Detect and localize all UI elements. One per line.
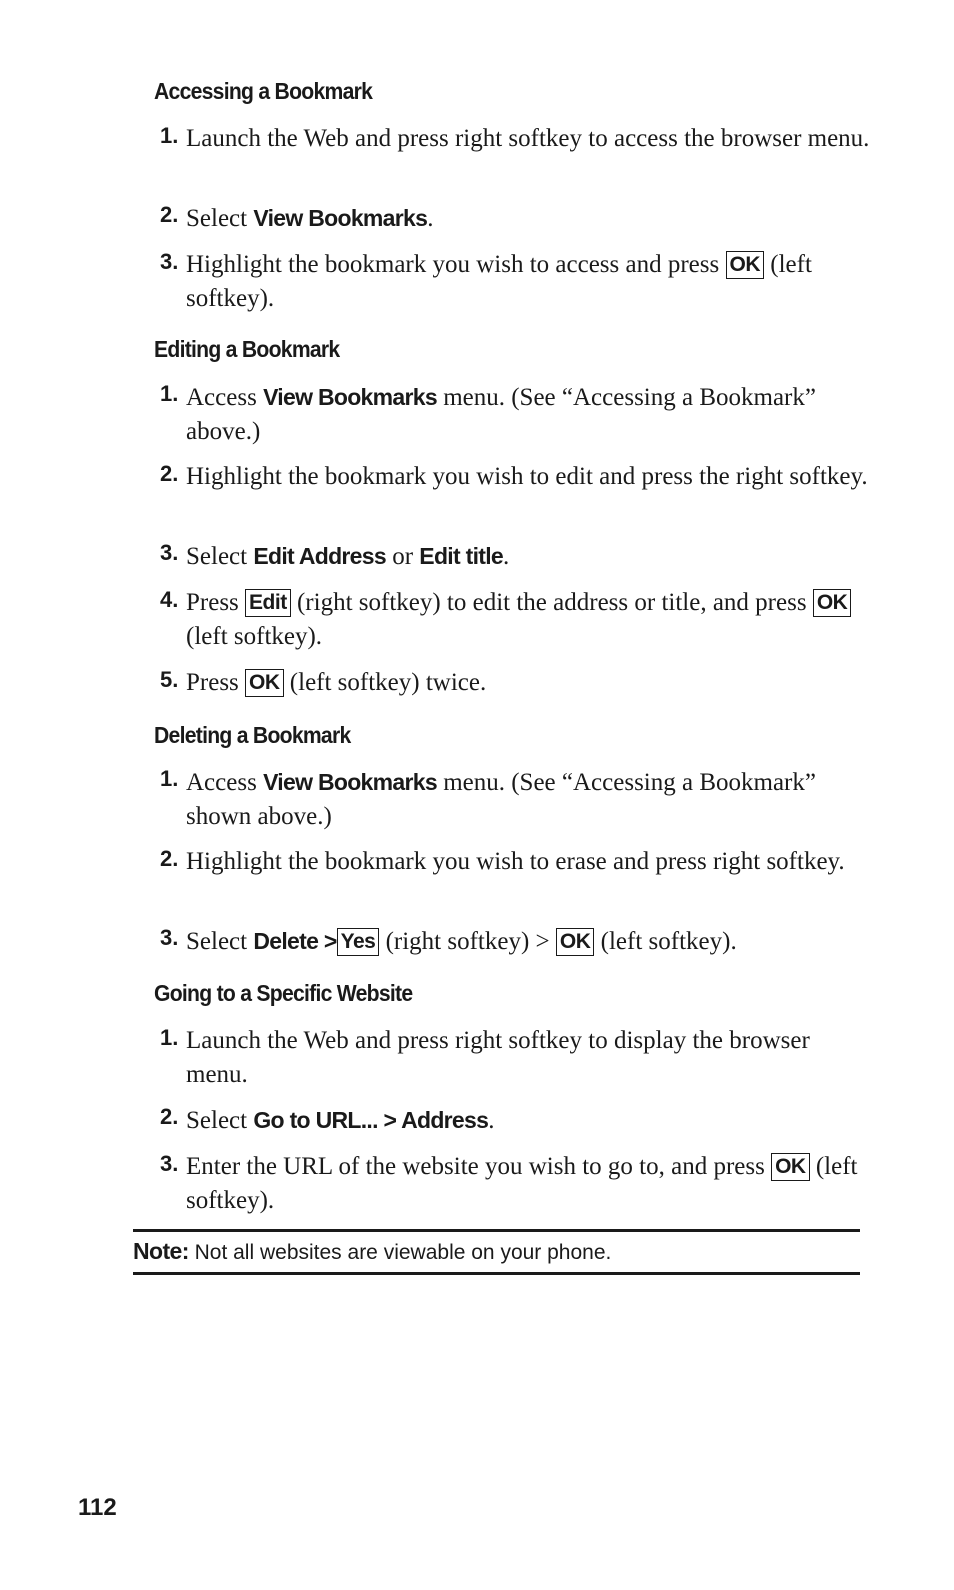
- step-number: 2.: [160, 202, 179, 227]
- step-item: [160, 586, 870, 654]
- step-number: 1.: [160, 766, 179, 791]
- softkey-yes: Yes: [337, 928, 380, 956]
- step-text: Highlight the bookmark you wish to access and press OK (left softkey).: [186, 251, 812, 312]
- step-text: Press Edit (right softkey) to edit the address or title, and press OK (left softkey).: [186, 586, 870, 654]
- step-text: Select Go to URL... > Address.: [186, 1107, 495, 1134]
- step-item: [160, 845, 870, 879]
- step-number: 2.: [160, 461, 179, 486]
- step-text: Press OK (left softkey) twice.: [186, 669, 487, 696]
- step-item: [160, 460, 870, 494]
- section-heading-specific-website: Going to a Specific Website: [154, 980, 413, 1006]
- step-number: 2.: [160, 1104, 179, 1129]
- step-number: 4.: [160, 587, 179, 612]
- softkey-ok: OK: [813, 589, 852, 617]
- menu-option: Edit title: [419, 543, 504, 569]
- note-text: Not all websites are viewable on your phone.: [188, 1241, 612, 1264]
- softkey-ok: OK: [556, 928, 595, 956]
- step-text: Access View Bookmarks menu. (See “Accessing a Bookmark” shown above.): [186, 769, 816, 830]
- step-number: 3.: [160, 540, 179, 565]
- section-heading-accessing-bookmark: Accessing a Bookmark: [154, 78, 373, 104]
- step-item: [160, 1150, 870, 1218]
- menu-option: Delete >: [253, 928, 337, 954]
- step-number: 2.: [160, 846, 179, 871]
- page-number: 112: [78, 1494, 117, 1521]
- menu-option: View Bookmarks: [263, 384, 437, 410]
- step-text: Highlight the bookmark you wish to edit and press the right softkey.: [186, 463, 868, 490]
- step-text: Select View Bookmarks.: [186, 205, 434, 232]
- step-text: Launch the Web and press right softkey to display the browser menu.: [186, 1027, 810, 1088]
- step-text: Launch the Web and press right softkey to access the browser menu.: [186, 125, 870, 152]
- step-number: 1.: [160, 123, 179, 148]
- step-item: [160, 666, 870, 700]
- step-text: Highlight the bookmark you wish to erase and press right softkey.: [186, 848, 845, 875]
- step-number: 3.: [160, 249, 179, 274]
- step-number: 3.: [160, 1151, 179, 1176]
- section-heading-editing-bookmark: Editing a Bookmark: [154, 336, 340, 362]
- menu-option: Edit Address: [253, 543, 386, 569]
- menu-option: Go to URL... > Address: [253, 1107, 489, 1133]
- step-number: 1.: [160, 381, 179, 406]
- note-box: [133, 1229, 860, 1275]
- step-item: [160, 539, 870, 574]
- menu-option: View Bookmarks: [263, 769, 437, 795]
- step-item: [160, 924, 870, 959]
- step-number: 3.: [160, 925, 179, 950]
- step-item: [160, 380, 870, 449]
- softkey-ok: OK: [726, 251, 765, 279]
- step-item: [160, 248, 870, 316]
- step-number: 5.: [160, 667, 179, 692]
- step-text: Access View Bookmarks menu. (See “Accessing a Bookmark” above.): [186, 384, 816, 445]
- step-item: [160, 201, 870, 236]
- step-item: [160, 1103, 870, 1138]
- note-label: Note:: [133, 1238, 189, 1264]
- section-heading-deleting-bookmark: Deleting a Bookmark: [154, 722, 351, 748]
- softkey-ok: OK: [245, 669, 284, 697]
- step-item: [160, 122, 870, 156]
- step-text: Select Delete > Yes (right softkey) > OK (left softkey).: [186, 928, 737, 955]
- step-item: [160, 765, 870, 834]
- step-item: [160, 1024, 870, 1092]
- step-number: 1.: [160, 1025, 179, 1050]
- softkey-edit: Edit: [245, 589, 291, 617]
- softkey-ok: OK: [771, 1153, 810, 1181]
- step-text: Select Edit Address or Edit title.: [186, 543, 510, 570]
- menu-option: View Bookmarks: [253, 205, 428, 231]
- step-text: Enter the URL of the website you wish to go to, and press OK (left softkey).: [186, 1153, 858, 1214]
